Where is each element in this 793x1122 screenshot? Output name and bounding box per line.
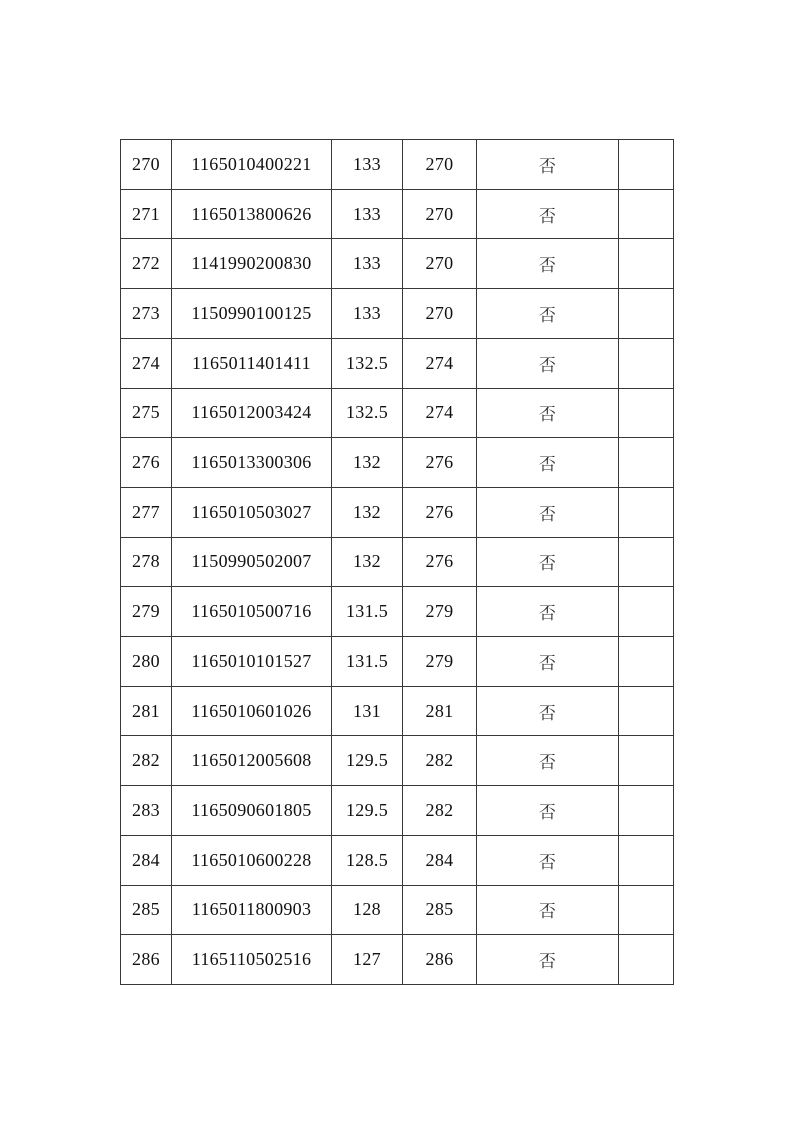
cell-score: 132 — [332, 487, 403, 537]
cell-remark — [619, 786, 674, 836]
cell-flag: 否 — [477, 388, 619, 438]
cell-row-number: 280 — [121, 637, 172, 687]
cell-remark — [619, 189, 674, 239]
table-row — [121, 786, 674, 836]
cell-rank: 279 — [403, 587, 477, 637]
table-row — [121, 388, 674, 438]
cell-remark — [619, 835, 674, 885]
cell-row-number: 282 — [121, 736, 172, 786]
cell-candidate-id: 1165010601026 — [172, 686, 332, 736]
cell-row-number: 277 — [121, 487, 172, 537]
cell-row-number: 271 — [121, 189, 172, 239]
cell-flag: 否 — [477, 885, 619, 935]
cell-candidate-id: 1165010400221 — [172, 140, 332, 190]
cell-candidate-id: 1165011800903 — [172, 885, 332, 935]
cell-row-number: 276 — [121, 438, 172, 488]
cell-remark — [619, 587, 674, 637]
cell-rank: 282 — [403, 736, 477, 786]
cell-score: 132 — [332, 537, 403, 587]
table-row — [121, 885, 674, 935]
cell-row-number: 285 — [121, 885, 172, 935]
cell-flag: 否 — [477, 189, 619, 239]
cell-flag: 否 — [477, 935, 619, 985]
cell-flag: 否 — [477, 637, 619, 687]
cell-score: 131 — [332, 686, 403, 736]
cell-remark — [619, 935, 674, 985]
cell-rank: 276 — [403, 438, 477, 488]
cell-score: 132.5 — [332, 388, 403, 438]
cell-remark — [619, 338, 674, 388]
table-row — [121, 438, 674, 488]
table-row — [121, 537, 674, 587]
cell-score: 131.5 — [332, 637, 403, 687]
table-row — [121, 935, 674, 985]
cell-flag: 否 — [477, 338, 619, 388]
cell-score: 133 — [332, 289, 403, 339]
cell-candidate-id: 1165110502516 — [172, 935, 332, 985]
cell-candidate-id: 1165013300306 — [172, 438, 332, 488]
score-table-body — [121, 140, 674, 985]
cell-remark — [619, 438, 674, 488]
cell-candidate-id: 1141990200830 — [172, 239, 332, 289]
cell-score: 132.5 — [332, 338, 403, 388]
cell-candidate-id: 1150990502007 — [172, 537, 332, 587]
cell-score: 133 — [332, 140, 403, 190]
cell-row-number: 272 — [121, 239, 172, 289]
cell-score: 128 — [332, 885, 403, 935]
cell-score: 133 — [332, 239, 403, 289]
cell-flag: 否 — [477, 686, 619, 736]
table-row — [121, 736, 674, 786]
cell-rank: 281 — [403, 686, 477, 736]
cell-rank: 284 — [403, 835, 477, 885]
cell-score: 128.5 — [332, 835, 403, 885]
cell-score: 129.5 — [332, 786, 403, 836]
table-row — [121, 587, 674, 637]
cell-candidate-id: 1165010500716 — [172, 587, 332, 637]
cell-rank: 276 — [403, 537, 477, 587]
cell-row-number: 278 — [121, 537, 172, 587]
cell-flag: 否 — [477, 487, 619, 537]
table-row — [121, 289, 674, 339]
cell-flag: 否 — [477, 537, 619, 587]
cell-score: 131.5 — [332, 587, 403, 637]
cell-remark — [619, 140, 674, 190]
cell-remark — [619, 637, 674, 687]
cell-row-number: 283 — [121, 786, 172, 836]
cell-rank: 270 — [403, 239, 477, 289]
table-row — [121, 338, 674, 388]
cell-score: 133 — [332, 189, 403, 239]
cell-row-number: 274 — [121, 338, 172, 388]
cell-rank: 270 — [403, 140, 477, 190]
cell-score: 127 — [332, 935, 403, 985]
cell-candidate-id: 1165012003424 — [172, 388, 332, 438]
table-row — [121, 637, 674, 687]
cell-candidate-id: 1165010600228 — [172, 835, 332, 885]
cell-rank: 279 — [403, 637, 477, 687]
cell-flag: 否 — [477, 786, 619, 836]
cell-score: 132 — [332, 438, 403, 488]
cell-row-number: 279 — [121, 587, 172, 637]
cell-row-number: 275 — [121, 388, 172, 438]
table-row — [121, 686, 674, 736]
table-row — [121, 189, 674, 239]
cell-remark — [619, 537, 674, 587]
cell-candidate-id: 1165010101527 — [172, 637, 332, 687]
cell-remark — [619, 239, 674, 289]
cell-remark — [619, 487, 674, 537]
cell-rank: 274 — [403, 338, 477, 388]
cell-rank: 282 — [403, 786, 477, 836]
cell-rank: 270 — [403, 189, 477, 239]
cell-candidate-id: 1165011401411 — [172, 338, 332, 388]
cell-remark — [619, 736, 674, 786]
cell-flag: 否 — [477, 438, 619, 488]
table-row — [121, 487, 674, 537]
cell-row-number: 281 — [121, 686, 172, 736]
cell-rank: 270 — [403, 289, 477, 339]
cell-candidate-id: 1165090601805 — [172, 786, 332, 836]
cell-candidate-id: 1165013800626 — [172, 189, 332, 239]
cell-candidate-id: 1150990100125 — [172, 289, 332, 339]
cell-flag: 否 — [477, 289, 619, 339]
cell-rank: 274 — [403, 388, 477, 438]
table-row — [121, 239, 674, 289]
cell-row-number: 286 — [121, 935, 172, 985]
table-row — [121, 140, 674, 190]
cell-flag: 否 — [477, 239, 619, 289]
cell-score: 129.5 — [332, 736, 403, 786]
cell-rank: 286 — [403, 935, 477, 985]
cell-row-number: 270 — [121, 140, 172, 190]
cell-remark — [619, 388, 674, 438]
cell-candidate-id: 1165010503027 — [172, 487, 332, 537]
cell-rank: 276 — [403, 487, 477, 537]
cell-flag: 否 — [477, 835, 619, 885]
cell-flag: 否 — [477, 736, 619, 786]
table-row — [121, 835, 674, 885]
cell-remark — [619, 885, 674, 935]
cell-remark — [619, 686, 674, 736]
cell-flag: 否 — [477, 140, 619, 190]
cell-row-number: 273 — [121, 289, 172, 339]
cell-candidate-id: 1165012005608 — [172, 736, 332, 786]
cell-rank: 285 — [403, 885, 477, 935]
cell-row-number: 284 — [121, 835, 172, 885]
score-table — [120, 139, 674, 985]
cell-flag: 否 — [477, 587, 619, 637]
cell-remark — [619, 289, 674, 339]
